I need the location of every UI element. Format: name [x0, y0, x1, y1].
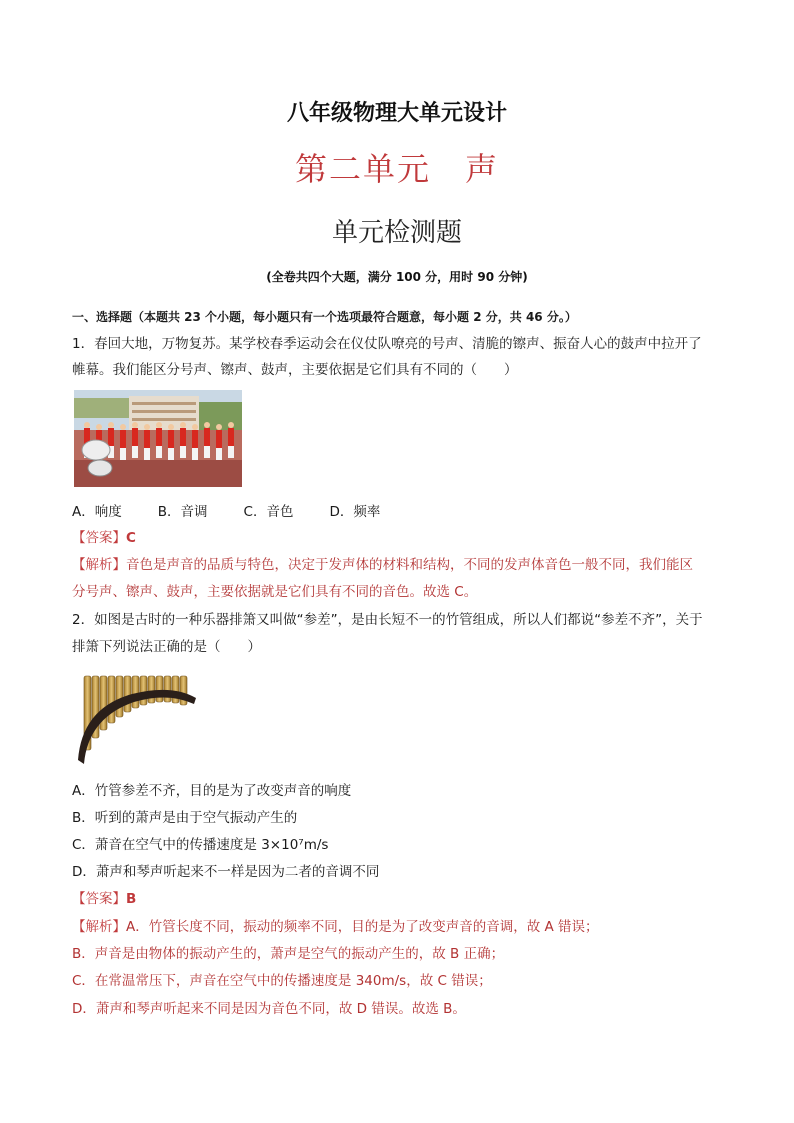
- analysis-tag: 【解析】: [72, 919, 126, 935]
- q1-stem-line1: 1．春回大地，万物复苏。某学校春季运动会在仪仗队嘹亮的号声、清脆的镲声、振奋人心的鼓声中拉开了: [72, 336, 702, 352]
- answer-value: C: [126, 530, 136, 546]
- marching-band-photo: [74, 390, 242, 487]
- q1-options: [72, 502, 380, 522]
- q2-analysis-b: B．声音是由物体的振动产生的，萧声是空气的振动产生的，故 B 正确；: [72, 946, 505, 962]
- pan-flute-photo: [72, 668, 200, 768]
- q2-analysis-c: C．在常温常压下，声音在空气中的传播速度是 340m/s，故 C 错误；: [72, 973, 492, 989]
- answer-tag: 【答案】: [72, 891, 126, 907]
- page-title: 八年级物理大单元设计: [286, 100, 507, 126]
- q2-stem-line2: 排箫下列说法正确的是（ ）: [72, 639, 261, 655]
- q1-stem-line2: 帷幕。我们能区分号声、镲声、鼓声，主要依据是它们具有不同的（ ）: [72, 362, 518, 378]
- q1-analysis-line2: 分号声、镲声、鼓声，主要依据就是它们具有不同的音色。故选 C。: [72, 584, 478, 600]
- unit-title: [0, 144, 794, 190]
- q2-option-b: B．听到的萧声是由于空气振动产生的: [72, 810, 298, 826]
- exam-note: (全卷共四个大题，满分 100 分，用时 90 分钟): [266, 270, 528, 284]
- q1-answer: [72, 528, 136, 548]
- analysis-text: 音色是声音的品质与特色，决定于发声体的材料和结构，不同的发声体音色一般不同，我们能区: [126, 557, 693, 573]
- q2-option-a: A．竹管参差不齐，目的是为了改变声音的响度: [72, 783, 352, 799]
- q2-option-d: D．萧声和琴声听起来不一样是因为二者的音调不同: [72, 864, 380, 880]
- q1-analysis-line1: [72, 555, 693, 575]
- q2-stem-line1: 2．如图是古时的一种乐器排箫又叫做“参差”，是由长短不一的竹管组成，所以人们都说“参差不齐”，关于: [72, 612, 703, 628]
- q1-option-d: D．频率: [329, 504, 381, 520]
- q2-answer: [72, 889, 136, 909]
- page-subtitle: 单元检测题: [331, 218, 462, 248]
- section-heading: 一、选择题（本题共 23 个小题，每小题只有一个选项最符合题意，每小题 2 分，共 46 分。）: [72, 310, 577, 324]
- q2-option-c: C．萧音在空气中的传播速度是 3×10⁷m/s: [72, 837, 329, 853]
- answer-tag: 【答案】: [72, 530, 126, 546]
- q1-option-b: B．音调: [157, 504, 208, 520]
- unit-topic: 声: [465, 150, 500, 188]
- analysis-tag: 【解析】: [72, 557, 126, 573]
- q1-option-c: C．音色: [243, 504, 294, 520]
- unit-number: 第二单元: [294, 150, 431, 188]
- q2-analysis-d: D．萧声和琴声听起来不同是因为音色不同，故 D 错误。故选 B。: [72, 1001, 466, 1017]
- analysis-text: A．竹管长度不同，振动的频率不同，目的是为了改变声音的音调，故 A 错误；: [126, 919, 599, 935]
- q2-analysis-a: [72, 917, 599, 937]
- q1-option-a: A．响度: [72, 504, 122, 520]
- answer-value: B: [126, 891, 137, 907]
